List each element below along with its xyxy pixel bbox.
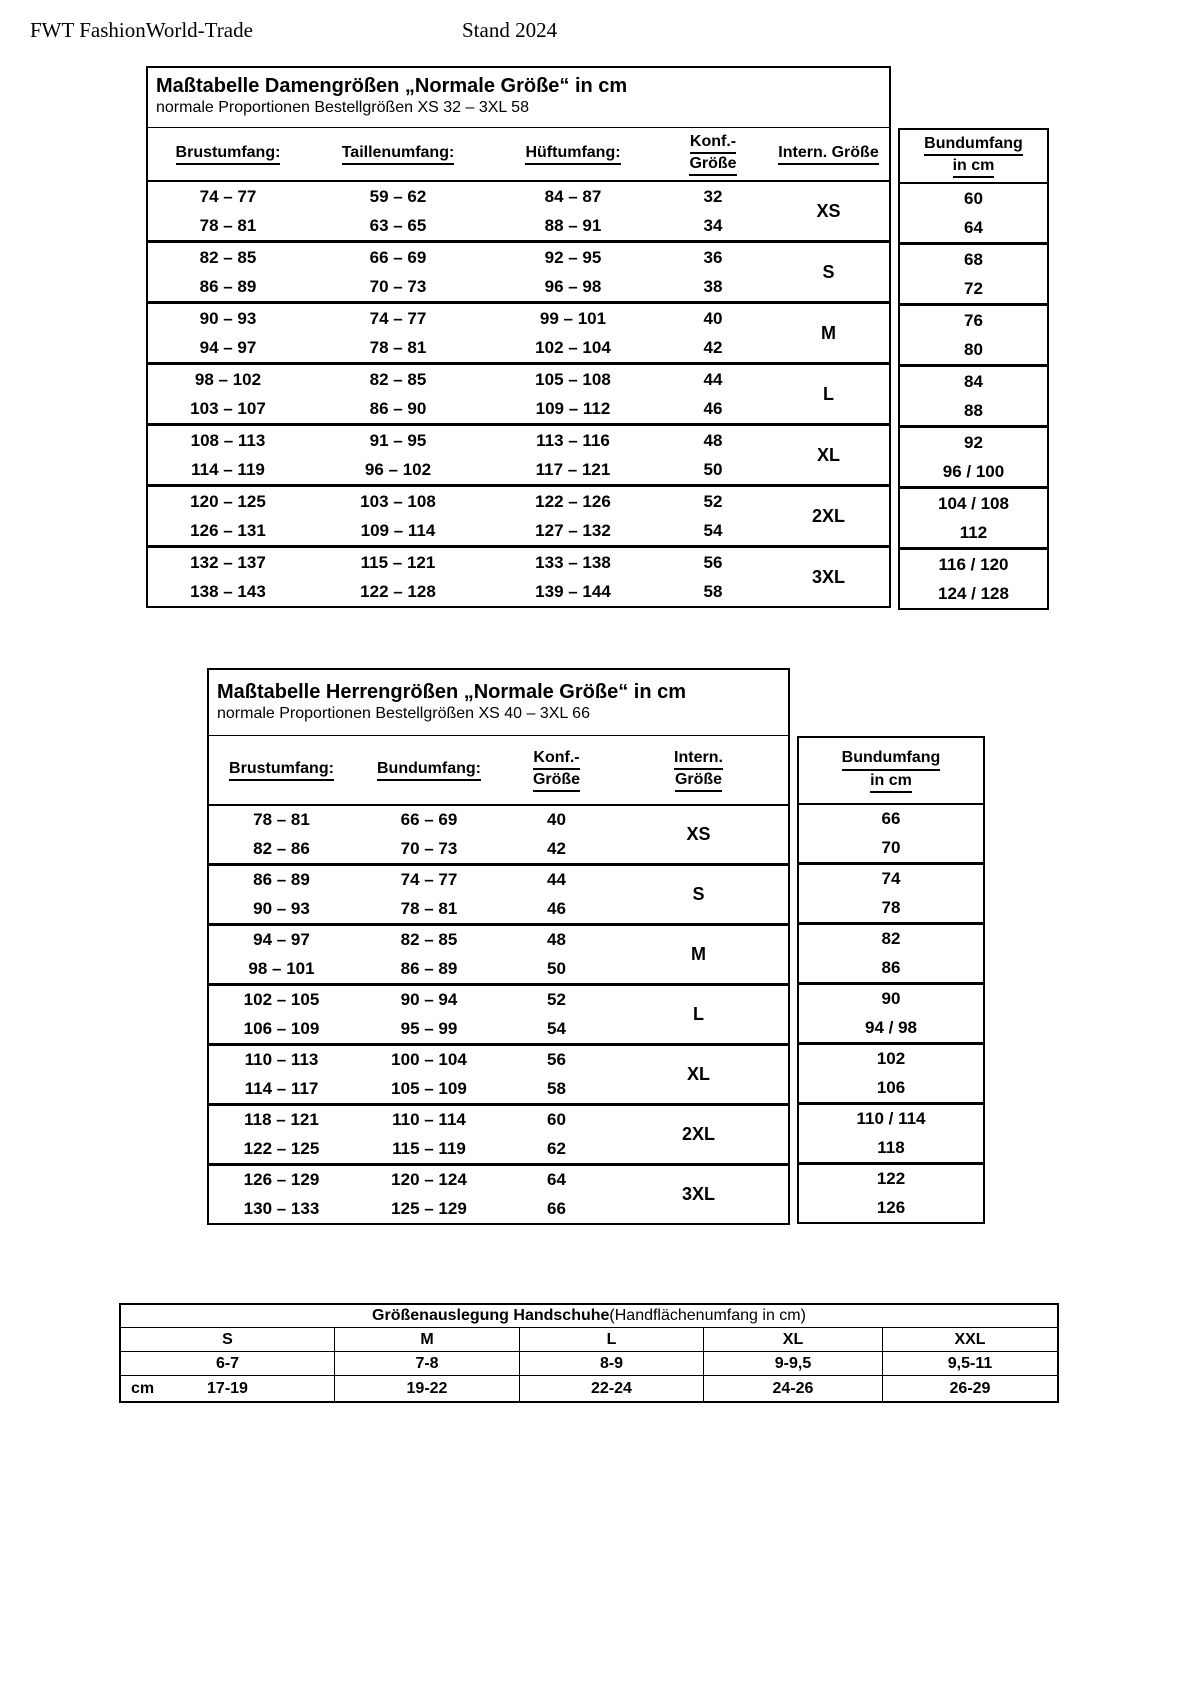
bust-range: 110 – 113 [244,1050,319,1070]
bust-range: 90 – 93 [199,308,257,328]
waistband-range: 86 – 89 [400,958,458,978]
waistband-range: 110 – 114 [392,1110,466,1130]
bund-value: 94 / 98 [865,1017,917,1037]
bust-range: 118 – 121 [244,1110,319,1130]
bund-value: 92 [964,432,983,452]
bund-group [900,184,1047,245]
konf-size: 60 [547,1110,566,1130]
waistband-range: 74 – 77 [400,870,458,890]
konf-size: 58 [703,581,723,601]
men-group-l [209,986,788,1046]
bust-range: 74 – 77 [199,186,257,206]
women-group-s [148,243,889,304]
konf-size: 44 [703,369,723,389]
intern-size: M [691,944,706,964]
konf-size: 44 [547,870,566,890]
konf-size: 52 [703,491,723,511]
document-date: Stand 2024 [462,18,558,42]
bund-value: 106 [876,1077,906,1097]
col-header-bundumfang [799,738,983,805]
konf-size: 48 [547,930,566,950]
bust-range: 126 – 131 [190,520,266,540]
bund-value: 110 / 114 [856,1109,926,1129]
bust-range: 114 – 119 [191,459,265,479]
hip-range: 117 – 121 [535,459,611,479]
bust-range: 78 – 81 [199,215,257,235]
men-group-3xl [209,1166,788,1223]
waist-range: 86 – 90 [369,398,427,418]
women-table-subtitle: normale Proportionen Bestellgrößen XS 32 – 3XL 58 [156,99,529,116]
bund-value: 88 [964,400,983,420]
bust-range: 132 – 137 [190,552,266,572]
glove-size-label: S [121,1328,335,1351]
waist-range: 115 – 121 [360,552,436,572]
bund-group [900,306,1047,367]
waistband-range: 70 – 73 [400,838,458,858]
bund-value: 104 / 108 [938,493,1009,513]
bust-range: 78 – 81 [253,810,310,830]
intern-size: S [822,261,835,282]
women-group-3xl [148,548,889,606]
bust-range: 122 – 125 [243,1138,320,1158]
bund-value: 64 [964,217,983,237]
col-header-intern-line2: Größe [675,770,722,792]
bust-range: 98 – 102 [194,369,262,389]
waistband-range: 82 – 85 [400,930,458,950]
bund-group [900,367,1047,428]
bust-range: 108 – 113 [190,430,266,450]
hip-range: 92 – 95 [544,247,602,267]
konf-size: 56 [703,552,723,572]
waistband-range: 125 – 129 [391,1198,467,1218]
waistband-range: 120 – 124 [391,1170,467,1190]
hip-range: 105 – 108 [535,369,611,389]
konf-size: 62 [547,1138,566,1158]
glove-size-label: L [520,1328,704,1351]
hip-range: 109 – 112 [535,398,611,418]
konf-size: 36 [703,247,723,267]
bund-group [900,550,1047,608]
intern-size: 2XL [811,505,845,526]
men-column-headers [209,736,788,806]
men-group-2xl [209,1106,788,1166]
bund-value: 84 [964,371,983,391]
gloves-size-table [119,1303,1059,1403]
konf-size: 64 [547,1170,566,1190]
bust-range: 94 – 97 [199,337,257,357]
col-header-hip [488,143,658,165]
men-group-s [209,866,788,926]
konf-size: 32 [703,186,723,206]
hip-range: 127 – 132 [535,520,611,540]
women-group-m [148,304,889,365]
women-group-l [148,365,889,426]
konf-size: 42 [547,838,566,858]
glove-cm-range: 19-22 [335,1376,520,1401]
women-column-headers [148,128,889,182]
konf-size: 58 [547,1078,566,1098]
bund-value: 116 / 120 [938,554,1009,574]
bund-value: 80 [964,339,983,359]
women-group-xl [148,426,889,487]
bust-range: 106 – 109 [243,1018,320,1038]
col-header-bund-line1: Bundumfang [842,748,941,770]
hip-range: 84 – 87 [544,186,602,206]
konf-size: 48 [703,430,723,450]
bund-value: 68 [964,249,983,269]
col-header-bust-label: Brustumfang: [176,143,281,165]
bund-value: 126 [876,1197,906,1217]
intern-size: 3XL [811,566,845,587]
col-header-bund-line2: in cm [953,156,995,178]
glove-cm-range: 24-26 [704,1376,883,1401]
col-header-bust [209,759,354,781]
intern-size: 2XL [681,1124,715,1144]
col-header-intern [609,748,788,792]
konf-size: 56 [547,1050,566,1070]
bund-value: 86 [881,957,901,977]
col-header-konf-line1: Konf.- [690,132,736,154]
bund-group [799,985,983,1045]
col-header-bund-line2: in cm [870,771,912,793]
women-group-xs [148,182,889,243]
glove-size-label: XL [704,1328,883,1351]
hip-range: 96 – 98 [544,276,602,296]
konf-size: 50 [703,459,723,479]
bust-range: 90 – 93 [253,898,310,918]
bund-value: 122 [876,1169,906,1189]
bund-group [900,428,1047,489]
gloves-title-regular: (Handflächenumfang in cm) [609,1307,806,1324]
bust-range: 98 – 101 [248,958,315,978]
men-group-m [209,926,788,986]
bund-group [799,805,983,865]
intern-size: S [692,884,705,904]
bust-range: 94 – 97 [253,930,310,950]
glove-size-range: 9,5-11 [947,1354,993,1372]
hip-range: 99 – 101 [539,308,607,328]
bust-range: 138 – 143 [190,581,266,601]
bust-range: 82 – 86 [253,838,310,858]
col-header-hip-label: Hüftumfang: [525,143,620,165]
glove-size-label: XXL [954,1330,986,1348]
gloves-inch-row [121,1352,1057,1376]
women-table-title: Maßtabelle Damengrößen „Normale Größe“ in cm [156,75,628,97]
glove-cm-value: 17-19 [207,1379,248,1397]
bust-range: 102 – 105 [243,990,320,1010]
col-header-konf [658,132,768,176]
women-group-2xl [148,487,889,548]
konf-size: 50 [547,958,566,978]
bund-value: 60 [964,188,983,208]
bund-value: 124 / 128 [938,583,1009,603]
waist-range: 66 – 69 [369,247,427,267]
bund-group [900,245,1047,306]
bust-range: 82 – 85 [199,247,257,267]
waist-range: 109 – 114 [360,520,436,540]
intern-size: XL [686,1064,710,1084]
men-group-xs [209,806,788,866]
bust-range: 103 – 107 [190,398,266,418]
bund-value: 74 [881,869,901,889]
col-header-bust [148,143,308,165]
glove-cm-range [121,1376,335,1401]
konf-size: 46 [547,898,566,918]
bund-value: 72 [964,278,983,298]
col-header-intern [768,143,889,165]
col-header-intern-line1: Intern. [674,748,723,770]
waistband-range: 66 – 69 [400,810,458,830]
glove-cm-range: 26-29 [949,1379,991,1397]
waistband-range: 95 – 99 [400,1018,458,1038]
col-header-waist-label: Taillenumfang: [342,143,455,165]
intern-size: L [823,383,834,404]
konf-size: 54 [703,520,723,540]
waistband-range: 78 – 81 [400,898,458,918]
men-bund-column [797,736,985,1224]
women-table-header [148,68,889,128]
hip-range: 122 – 126 [535,491,611,511]
bust-range: 86 – 89 [199,276,257,296]
bund-value: 78 [881,897,901,917]
waist-range: 96 – 102 [364,459,432,479]
waistband-range: 90 – 94 [400,990,458,1010]
glove-size-range: 8-9 [520,1352,704,1375]
waist-range: 122 – 128 [360,581,436,601]
gloves-size-header-row [121,1328,1057,1352]
konf-size: 40 [547,810,566,830]
konf-size: 54 [547,1018,566,1038]
waist-range: 70 – 73 [369,276,427,296]
waist-range: 78 – 81 [369,337,427,357]
men-size-table [207,668,941,1225]
bund-value: 76 [964,310,983,330]
bund-group [799,1045,983,1105]
col-header-waist [308,143,488,165]
waistband-range: 115 – 119 [392,1138,466,1158]
bund-group [799,925,983,985]
men-table-title: Maßtabelle Herrengrößen „Normale Größe“ in cm [217,681,686,703]
glove-cm-range: 22-24 [520,1376,704,1401]
intern-size: XL [816,444,840,465]
konf-size: 34 [703,215,723,235]
waist-range: 103 – 108 [360,491,436,511]
waist-range: 74 – 77 [369,308,427,328]
col-header-intern-label: Intern. Größe [778,143,878,165]
bund-group [799,1165,983,1222]
col-header-konf [504,748,609,792]
intern-size: XS [686,824,711,844]
waist-range: 59 – 62 [369,186,427,206]
men-group-xl [209,1046,788,1106]
col-header-konf-line1: Konf.- [533,748,579,770]
women-bund-column [898,128,1049,610]
women-size-table [146,66,1023,608]
hip-range: 139 – 144 [535,581,611,601]
intern-size: L [693,1004,704,1024]
bund-group [799,865,983,925]
bund-group [799,1105,983,1165]
gloves-table-title [121,1305,1057,1328]
col-header-bund-line1: Bundumfang [924,134,1023,156]
konf-size: 42 [703,337,723,357]
hip-range: 113 – 116 [536,430,610,450]
intern-size: XS [816,200,841,221]
hip-range: 88 – 91 [544,215,602,235]
men-main-box [207,668,790,1225]
bund-value: 112 [959,522,988,542]
konf-size: 38 [703,276,723,296]
waistband-range: 100 – 104 [391,1050,467,1070]
konf-size: 52 [547,990,566,1010]
gloves-title-bold: Größenauslegung Handschuhe [372,1307,610,1324]
bund-value: 66 [881,809,901,829]
waist-range: 91 – 95 [369,430,427,450]
bund-value: 70 [881,837,901,857]
bund-value: 96 / 100 [942,461,1005,481]
brand-title: FWT FashionWorld-Trade [30,18,253,42]
waist-range: 63 – 65 [369,215,427,235]
bust-range: 130 – 133 [243,1198,320,1218]
hip-range: 102 – 104 [535,337,611,357]
konf-size: 66 [547,1198,566,1218]
bund-group [900,489,1047,550]
bust-range: 86 – 89 [253,870,310,890]
waistband-range: 105 – 109 [391,1078,467,1098]
bust-range: 126 – 129 [243,1170,320,1190]
glove-size-range: 9-9,5 [704,1352,883,1375]
bund-value: 118 [877,1137,905,1157]
bund-value: 90 [881,989,901,1009]
konf-size: 40 [703,308,723,328]
bust-range: 120 – 125 [190,491,266,511]
bund-value: 102 [876,1049,906,1069]
glove-size-range: 6-7 [121,1352,335,1375]
intern-size: 3XL [681,1184,715,1204]
bust-range: 114 – 117 [244,1078,319,1098]
women-main-box [146,66,891,608]
konf-size: 46 [703,398,723,418]
waist-range: 82 – 85 [369,369,427,389]
col-header-konf-line2: Größe [533,770,580,792]
hip-range: 133 – 138 [535,552,611,572]
col-header-waistband-label: Bundumfang: [377,759,481,781]
col-header-bust-label: Brustumfang: [229,759,334,781]
intern-size: M [821,322,836,343]
men-table-header [209,670,788,736]
col-header-konf-line2: Größe [689,154,736,176]
cm-unit-label: cm [131,1379,155,1397]
men-table-subtitle: normale Proportionen Bestellgrößen XS 40 – 3XL 66 [217,705,590,722]
col-header-bundumfang [900,130,1047,184]
gloves-cm-row [121,1376,1057,1401]
glove-size-label: M [335,1328,520,1351]
glove-size-range: 7-8 [335,1352,520,1375]
col-header-waistband [354,759,504,781]
bund-value: 82 [881,929,901,949]
